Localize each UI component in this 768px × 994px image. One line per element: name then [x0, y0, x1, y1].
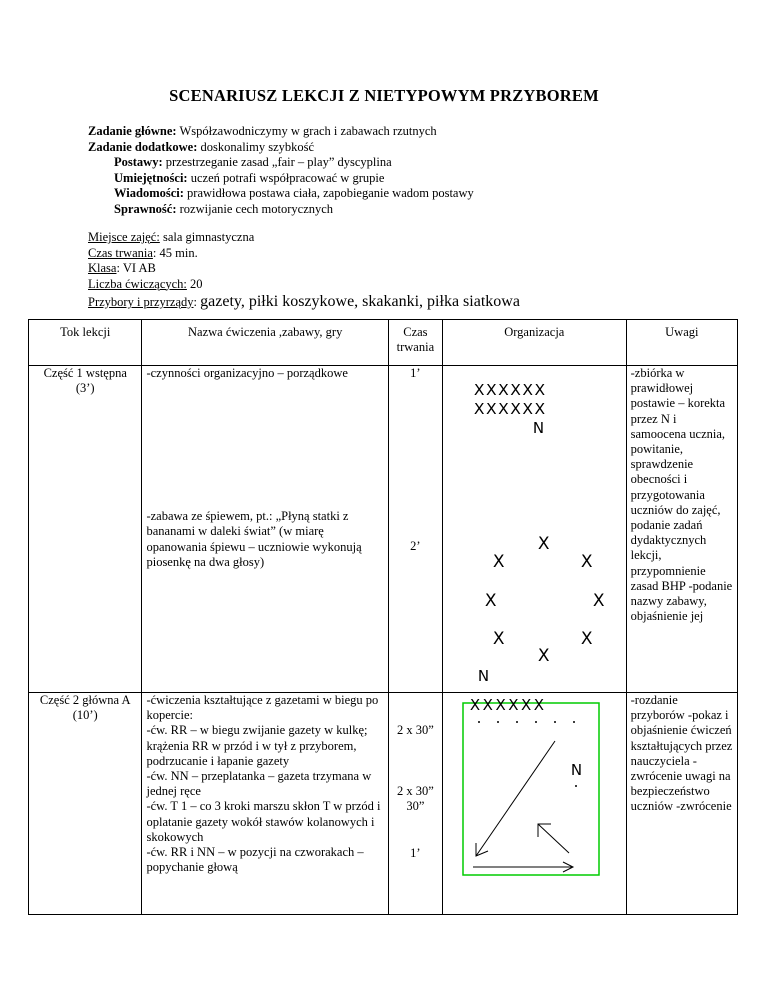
part1-time2: 2’ — [410, 539, 421, 554]
lesson-table — [28, 319, 738, 915]
part1-ex1: -czynności organizacyjno – porządkowe — [146, 366, 348, 380]
part2-label: Część 2 główna A (10’) — [29, 693, 142, 915]
circle-student: X — [484, 591, 497, 611]
goal-main: Zadanie główne: Współzawodniczymy w grach i zabawach rzutnych — [88, 124, 437, 138]
part1-times — [388, 366, 442, 693]
dots — [478, 721, 577, 787]
corner-arrow — [538, 824, 569, 853]
goal-knowledge: Wiadomości: prawidłowa postawa ciała, zapobieganie wadom postawy — [114, 186, 474, 200]
part2-ex-rrnn: -ćw. RR i NN – w pozycji na czworakach – popychanie głową — [146, 845, 364, 875]
header-uwagi: Uwagi — [626, 320, 737, 366]
header-czas: Czas trwania — [388, 320, 442, 366]
part2-ex-intro: -ćwiczenia kształtujące z gazetami w biegu po kopercie: — [146, 693, 379, 723]
goal-fitness: Sprawność: rozwijanie cech motorycznych — [114, 201, 334, 216]
envelope-frame — [463, 703, 599, 875]
formation-row-envelope: XXXXXX — [469, 696, 547, 714]
goal-skills: Umiejętności: uczeń potrafi współpracować w grupie — [114, 170, 385, 185]
lesson-goals — [88, 124, 474, 217]
header-nazwa: Nazwa ćwiczenia ,zabawy, gry — [142, 320, 388, 366]
table-row — [29, 366, 738, 693]
part2-organization — [442, 693, 626, 915]
part2-time-rr: 2 x 30” — [396, 723, 434, 737]
part2-ex-t1: -ćw. T 1 – co 3 kroki marszu skłon T w przód i oplatanie gazety wokół stawów kolanowych i skokowych — [146, 799, 381, 844]
part2-ex-nn: -ćw. NN – przeplatanka – gazeta trzymana w jednej ręce — [146, 769, 372, 799]
part2-ex-rr: -ćw. RR – w biegu zwijanie gazety w kulkę; krążenia RR w przód i w tył z przyborem, podrzucanie i łapanie gazety — [146, 723, 368, 768]
page-title: SCENARIUSZ LEKCJI Z NIETYPOWYM PRZYBOREM — [169, 86, 599, 105]
meta-tools: Przybory i przyrządy: gazety, piłki koszykowe, skakanki, piłka siatkowa — [88, 293, 520, 310]
header-tok: Tok lekcji — [29, 320, 142, 366]
teacher-marker: N — [532, 419, 545, 437]
part1-notes: -zbiórka w prawidłowej postawie – korekta przez N i samoocena ucznia, powitanie, sprawdzenie obecności i przygotowania uczniów do zajęć, podanie zadań dydaktycznych lekcji, przypomnienie zasad BHP -podanie nazwy zabawy, objaśnienie jej — [626, 366, 737, 693]
table-row — [29, 693, 738, 915]
part2-times — [388, 693, 442, 915]
part1-ex2: -zabawa ze śpiewem, pt.: „Płyną statki z bananami w daleki świat” (w miarę opanowania śpiewu – uczniowie wykonują piosenkę na dwa głosy) — [146, 509, 362, 569]
meta-class: Klasa: VI AB — [88, 261, 156, 275]
part1-organization — [442, 366, 626, 693]
header-organizacja: Organizacja — [442, 320, 626, 366]
goal-extra: Zadanie dodatkowe: doskonalimy szybkość — [88, 139, 315, 154]
envelope-diagram — [443, 693, 613, 913]
meta-count: Liczba ćwiczących: 20 — [88, 276, 203, 291]
table-header-row — [29, 320, 738, 366]
goal-attitude: Postawy: przestrzeganie zasad „fair – play” dyscyplina — [114, 155, 392, 169]
part2-time-t1: 30” — [406, 799, 425, 814]
part1-label: Część 1 wstępna (3’) — [29, 366, 142, 693]
circle-student: X — [537, 534, 550, 554]
part1-exercises — [142, 366, 388, 693]
circle-student: X — [492, 552, 505, 572]
circle-student: X — [592, 591, 605, 611]
meta-time: Czas trwania: 45 min. — [88, 245, 198, 260]
part2-exercises — [142, 693, 388, 915]
part2-time-rrnn: 1’ — [410, 845, 421, 860]
circle-student: X — [492, 629, 505, 649]
part2-time-nn: 2 x 30” — [396, 784, 434, 799]
teacher-marker: N — [477, 667, 490, 685]
meta-place: Miejsce zajęć: sala gimnastyczna — [88, 230, 255, 244]
part2-notes: -rozdanie przyborów -pokaz i objaśnienie ćwiczeń kształtujących przez nauczyciela -zwrócenie uwagi na bezpieczeństwo uczniów -zwrócenie — [626, 693, 737, 915]
circle-student: X — [537, 646, 550, 666]
formation-row-1: XXXXXX — [473, 381, 547, 399]
teacher-marker: N — [570, 761, 583, 779]
diagonal-arrow — [476, 741, 555, 856]
circle-student: X — [580, 629, 593, 649]
circle-student: X — [580, 552, 593, 572]
lesson-meta — [88, 230, 520, 311]
formation-row-2: XXXXXX — [473, 400, 547, 418]
part1-time1: 1’ — [410, 366, 421, 380]
